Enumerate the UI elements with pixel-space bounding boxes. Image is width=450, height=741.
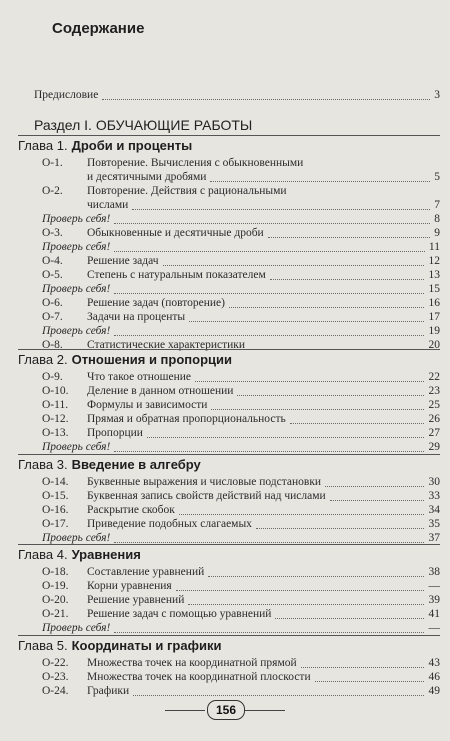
entry-page: 13	[428, 269, 440, 281]
entry-page: 34	[428, 504, 440, 516]
chapter-label: Глава 2.	[18, 352, 68, 367]
entry-page: 27	[428, 427, 440, 439]
entry-title: Множества точек на координатной прямой	[87, 657, 297, 669]
entry-code: О-14.	[42, 476, 69, 488]
entry-code: О-11.	[42, 399, 69, 411]
entry-code: О-10.	[42, 385, 69, 397]
entry-title: Формулы и зависимости	[87, 399, 208, 411]
toc-entry[interactable]	[42, 670, 440, 684]
entry-code: О-24.	[42, 685, 69, 697]
entry-title: Проверь себя!	[42, 283, 111, 295]
entry-code: О-16.	[42, 504, 69, 516]
dot-leader	[114, 250, 425, 252]
dot-leader	[208, 575, 424, 577]
check-yourself-entry[interactable]	[42, 282, 440, 296]
dot-leader	[290, 422, 424, 424]
page-number: 156	[207, 700, 245, 720]
chapter-title: Уравнения	[71, 547, 141, 562]
dot-leader	[188, 603, 424, 605]
dot-leader	[229, 306, 424, 308]
entry-page: 15	[428, 283, 440, 295]
entry-code: О-17.	[42, 518, 69, 530]
toc-entry[interactable]	[42, 607, 440, 621]
chapter-divider	[18, 544, 440, 545]
dot-leader	[114, 541, 424, 543]
entry-page: 16	[428, 297, 440, 309]
entry-page: 33	[428, 490, 440, 502]
entry-title: Корни уравнения	[87, 580, 172, 592]
entry-title: Прямая и обратная пропорциональность	[87, 413, 286, 425]
entry-code: О-12.	[42, 413, 69, 425]
dot-leader	[147, 436, 424, 438]
entry-title: Повторение. Действия с рациональными	[87, 185, 287, 197]
entry-code: О-21.	[42, 608, 69, 620]
dot-leader	[114, 450, 424, 452]
dot-leader	[275, 617, 424, 619]
entry-page: 39	[428, 594, 440, 606]
chapter-heading[interactable]	[18, 138, 192, 154]
entry-code: О-4.	[42, 255, 63, 267]
entry-code: О-15.	[42, 490, 69, 502]
entry-title: Множества точек на координатной плоскости	[87, 671, 311, 683]
entry-page: 41	[428, 608, 440, 620]
entry-page: 43	[428, 657, 440, 669]
chapter-divider	[18, 349, 440, 350]
chapter-title: Координаты и графики	[71, 638, 222, 653]
dot-leader	[270, 278, 424, 280]
entry-title: Повторение. Вычисления с обыкновенными	[87, 157, 304, 169]
dot-leader	[114, 334, 424, 336]
chapter-heading[interactable]	[18, 638, 221, 654]
entry-page: 7	[434, 199, 440, 211]
entry-title: Статистические характеристики	[87, 339, 246, 351]
dot-leader	[301, 666, 424, 668]
toc-entry[interactable]	[42, 170, 440, 184]
footer-rule-left	[165, 710, 205, 711]
entry-code: О-5.	[42, 269, 63, 281]
dot-leader	[114, 292, 424, 294]
preface-entry[interactable]	[34, 88, 440, 102]
entry-title: Обыкновенные и десятичные дроби	[87, 227, 264, 239]
dot-leader	[256, 527, 424, 529]
entry-title: числами	[87, 199, 129, 211]
entry-code: О-9.	[42, 371, 63, 383]
toc-entry[interactable]	[42, 310, 440, 324]
toc-entry[interactable]	[42, 184, 440, 198]
entry-title: Проверь себя!	[42, 213, 111, 225]
entry-title: Проверь себя!	[42, 241, 111, 253]
chapter-heading[interactable]	[18, 352, 232, 368]
entry-code: О-23.	[42, 671, 69, 683]
toc-entry[interactable]	[42, 503, 440, 517]
preface-page: 3	[434, 89, 440, 101]
toc-entry[interactable]	[42, 370, 440, 384]
entry-title: Задачи на проценты	[87, 311, 186, 323]
entry-code: О-18.	[42, 566, 69, 578]
entry-page: 11	[428, 241, 440, 253]
entry-page: 38	[428, 566, 440, 578]
entry-title: Деление в данном отношении	[87, 385, 234, 397]
entry-page: 49	[428, 685, 440, 697]
chapter-label: Глава 5.	[18, 638, 68, 653]
page-title: Содержание	[52, 20, 145, 37]
chapter-label: Глава 4.	[18, 547, 68, 562]
entry-title: Решение задач с помощью уравнений	[87, 608, 272, 620]
entry-title: Проверь себя!	[42, 441, 111, 453]
toc-entry[interactable]	[42, 489, 440, 503]
entry-title: и десятичными дробями	[87, 171, 207, 183]
dot-leader	[132, 208, 430, 210]
entry-page: —	[428, 580, 440, 592]
entry-page: 9	[434, 227, 440, 239]
check-yourself-entry[interactable]	[42, 531, 440, 545]
entry-code: О-2.	[42, 185, 63, 197]
dot-leader	[211, 408, 424, 410]
chapter-divider	[18, 454, 440, 455]
check-yourself-entry[interactable]	[42, 212, 440, 226]
dot-leader	[315, 680, 424, 682]
entry-code: О-3.	[42, 227, 63, 239]
entry-title: Буквенные выражения и числовые подстановки	[87, 476, 322, 488]
chapter-label: Глава 1.	[18, 138, 68, 153]
dot-leader	[189, 320, 424, 322]
entry-title: Проверь себя!	[42, 325, 111, 337]
toc-entry[interactable]	[42, 198, 440, 212]
entry-page: 22	[428, 371, 440, 383]
chapter-heading[interactable]	[18, 547, 141, 563]
entry-page: —	[428, 622, 440, 634]
toc-entry[interactable]	[42, 398, 440, 412]
toc-entry[interactable]	[42, 593, 440, 607]
dot-leader	[268, 236, 430, 238]
toc-entry[interactable]	[42, 156, 440, 170]
entry-code: О-22.	[42, 657, 69, 669]
entry-code: О-20.	[42, 594, 69, 606]
entry-code: О-13.	[42, 427, 69, 439]
entry-title: Степень с натуральным показателем	[87, 269, 266, 281]
entry-title: Раскрытие скобок	[87, 504, 175, 516]
entry-page: 17	[428, 311, 440, 323]
chapter-title: Дроби и проценты	[71, 138, 193, 153]
entry-page: 12	[428, 255, 440, 267]
entry-title: Проверь себя!	[42, 532, 111, 544]
dot-leader	[330, 499, 424, 501]
entry-page: 26	[428, 413, 440, 425]
footer-rule-right	[245, 710, 285, 711]
chapter-title: Введение в алгебру	[71, 457, 201, 472]
entry-page: 19	[428, 325, 440, 337]
toc-entry[interactable]	[42, 517, 440, 531]
check-yourself-entry[interactable]	[42, 240, 440, 254]
entry-page: 37	[428, 532, 440, 544]
check-yourself-entry[interactable]	[42, 621, 440, 635]
dot-leader	[114, 222, 430, 224]
toc-entry[interactable]	[42, 384, 440, 398]
entry-code: О-1.	[42, 157, 63, 169]
dot-leader	[210, 180, 430, 182]
entry-title: Буквенная запись свойств действий над числами	[87, 490, 326, 502]
entry-code: О-7.	[42, 311, 63, 323]
chapter-divider	[18, 135, 440, 136]
chapter-divider	[18, 635, 440, 636]
dot-leader	[163, 264, 424, 266]
entry-title: Составление уравнений	[87, 566, 205, 578]
entry-page: 8	[434, 213, 440, 225]
toc-entry[interactable]	[42, 565, 440, 579]
toc-entry[interactable]	[42, 656, 440, 670]
entry-code: О-19.	[42, 580, 69, 592]
entry-page: 29	[428, 441, 440, 453]
toc-entry[interactable]	[42, 296, 440, 310]
dot-leader	[179, 513, 424, 515]
dot-leader	[237, 394, 424, 396]
chapter-label: Глава 3.	[18, 457, 68, 472]
toc-entry[interactable]	[42, 268, 440, 282]
entry-page: 35	[428, 518, 440, 530]
entry-page: 20	[428, 339, 440, 351]
toc-entry[interactable]	[42, 412, 440, 426]
entry-page: 5	[434, 171, 440, 183]
entry-page: 25	[428, 399, 440, 411]
dot-leader	[133, 694, 424, 696]
dot-leader	[102, 98, 430, 100]
check-yourself-entry[interactable]	[42, 440, 440, 454]
section-heading: Раздел I. ОБУЧАЮЩИЕ РАБОТЫ	[34, 117, 253, 133]
entry-title: Графики	[87, 685, 130, 697]
page-footer	[175, 700, 275, 720]
entry-title: Решение задач	[87, 255, 159, 267]
dot-leader	[114, 631, 424, 633]
entry-title: Решение задач (повторение)	[87, 297, 225, 309]
entry-page: 46	[428, 671, 440, 683]
entry-page: 30	[428, 476, 440, 488]
check-yourself-entry[interactable]	[42, 324, 440, 338]
toc-entry[interactable]	[42, 426, 440, 440]
dot-leader	[176, 589, 424, 591]
chapter-title: Отношения и пропорции	[71, 352, 233, 367]
entry-code: О-8.	[42, 339, 63, 351]
entry-code: О-6.	[42, 297, 63, 309]
preface-title: Предисловие	[34, 89, 99, 101]
chapter-heading[interactable]	[18, 457, 201, 473]
toc-entry[interactable]	[42, 226, 440, 240]
toc-entry[interactable]	[42, 254, 440, 268]
toc-entry[interactable]	[42, 475, 440, 489]
entry-title: Приведение подобных слагаемых	[87, 518, 252, 530]
dot-leader	[195, 380, 424, 382]
toc-entry[interactable]	[42, 684, 440, 698]
entry-page: 23	[428, 385, 440, 397]
entry-title: Проверь себя!	[42, 622, 111, 634]
entry-title: Пропорции	[87, 427, 143, 439]
entry-title: Что такое отношение	[87, 371, 192, 383]
dot-leader	[325, 485, 424, 487]
toc-entry[interactable]	[42, 579, 440, 593]
entry-title: Решение уравнений	[87, 594, 185, 606]
